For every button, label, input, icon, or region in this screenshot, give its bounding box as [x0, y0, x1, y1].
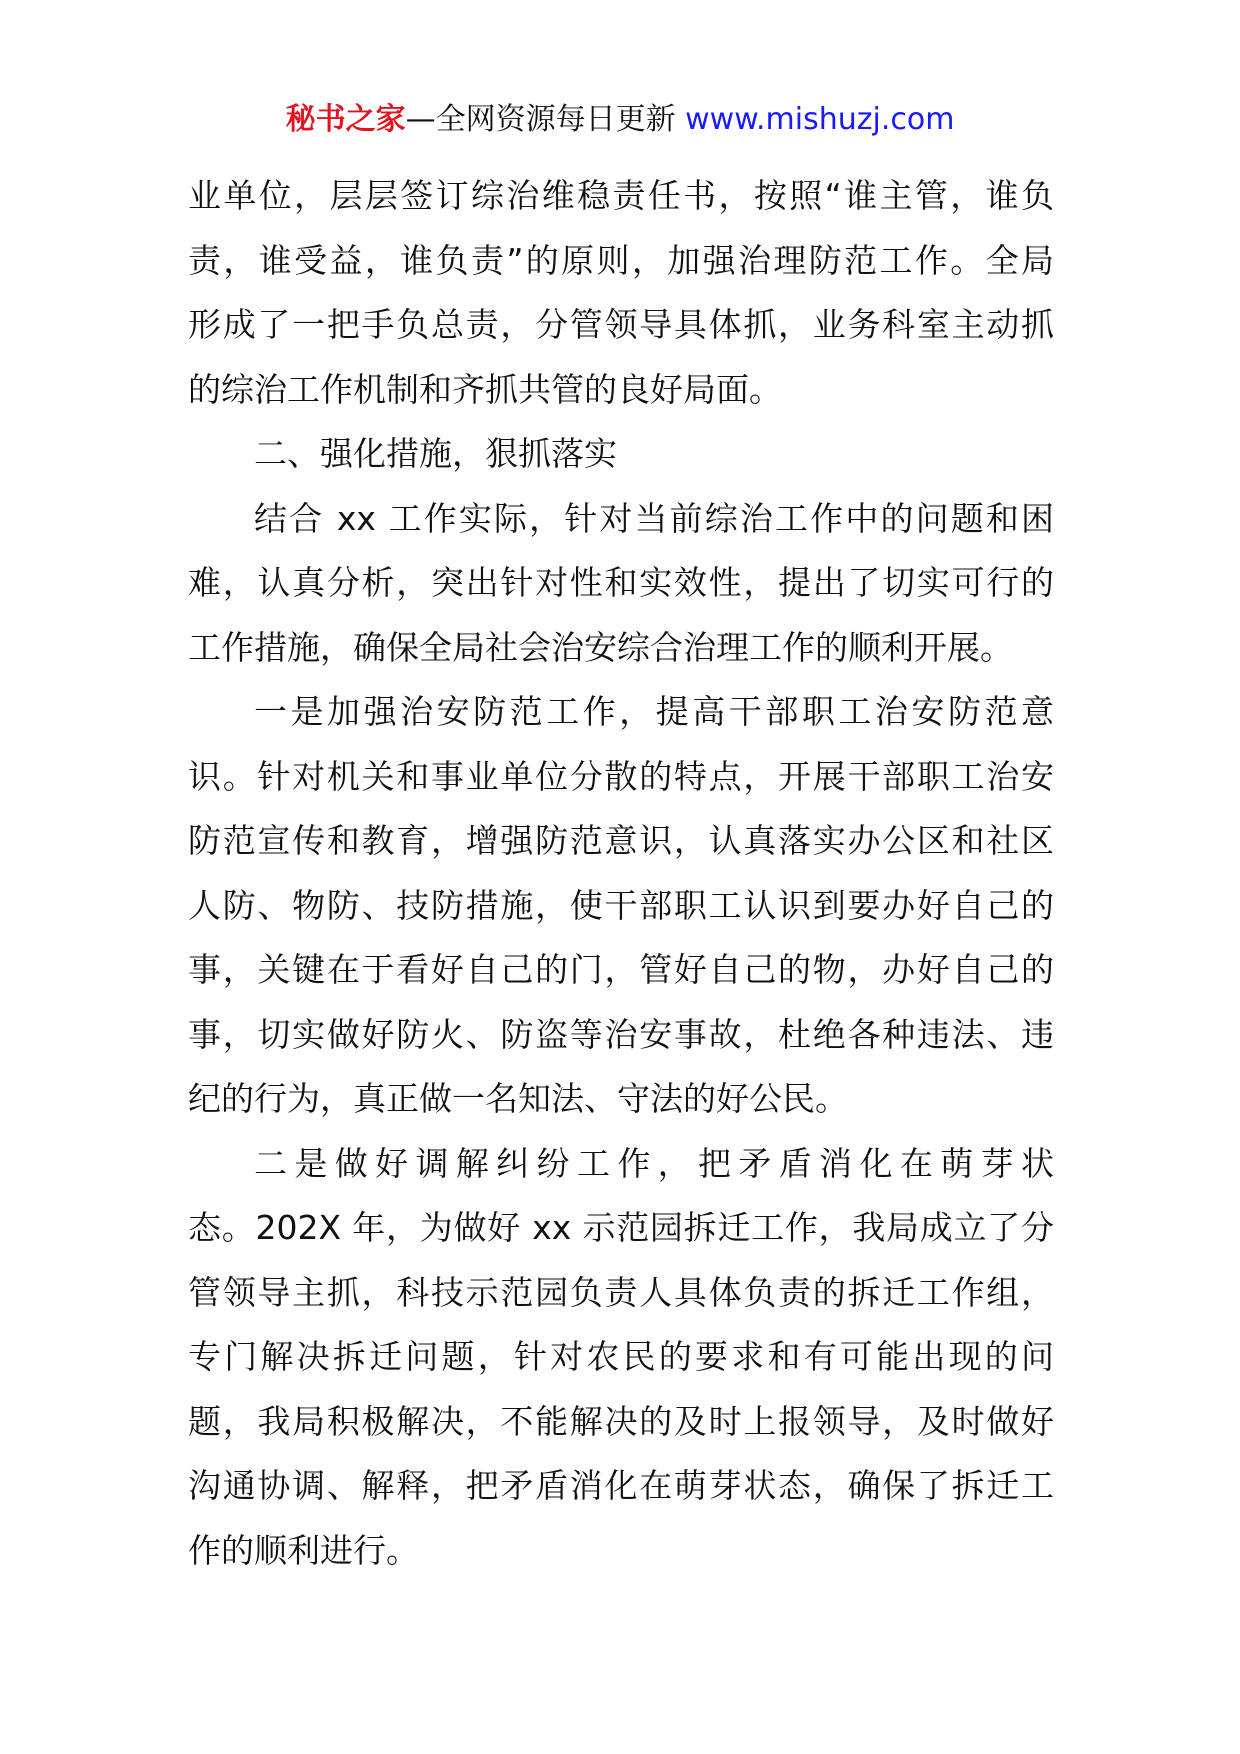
text-line: 管领导主抓，科技示范园负责人具体负责的拆迁工作组， [188, 1272, 1054, 1312]
section-heading [188, 422, 1054, 487]
text-line: 结合 xx 工作实际，针对当前综治工作中的问题和困 [254, 498, 1054, 538]
paragraph-intro [188, 487, 1054, 681]
text-line: 事，切实做好防火、防盗等治安事故，杜绝各种违法、违 [188, 1014, 1054, 1054]
text-line: 识。针对机关和事业单位分散的特点，开展干部职工治安 [188, 756, 1054, 796]
text-line: 工作措施，确保全局社会治安综合治理工作的顺利开展。 [188, 627, 1013, 667]
text-line: 防范宣传和教育，增强防范意识，认真落实办公区和社区 [188, 821, 1054, 860]
text-line: 态。202X 年，为做好 xx 示范园拆迁工作，我局成立了分 [188, 1208, 1054, 1247]
text-line: 事，关键在于看好自己的门，管好自己的物，办好自己的 [188, 950, 1054, 989]
document-body [188, 164, 1054, 1583]
text-line: 专门解决拆迁问题，针对农民的要求和有可能出现的问 [188, 1337, 1054, 1376]
text-line: 业单位，层层签订综治维稳责任书，按照“谁主管，谁负 [188, 176, 1054, 215]
heading-text: 二、强化措施，狠抓落实 [254, 434, 617, 473]
site-url-link[interactable]: www.mishuzj.com [685, 102, 955, 137]
text-line: 的综治工作机制和齐抓共管的良好局面。 [188, 369, 782, 409]
header-tagline: —全网资源每日更新 [405, 102, 676, 137]
text-line: 沟通协调、解释，把矛盾消化在萌芽状态，确保了拆迁工 [188, 1466, 1054, 1505]
text-line: 题，我局积极解决，不能解决的及时上报领导，及时做好 [188, 1401, 1054, 1441]
text-line: 难，认真分析，突出针对性和实效性，提出了切实可行的 [188, 563, 1054, 602]
text-line: 纪的行为，真正做一名知法、守法的好公民。 [188, 1079, 848, 1118]
text-line: 责，谁受益，谁负责”的原则，加强治理防范工作。全局 [188, 240, 1054, 280]
paragraph-measure-one [188, 680, 1054, 1132]
text-line: 人防、物防、技防措施，使干部职工认识到要办好自己的 [188, 885, 1054, 925]
page-header [0, 100, 1240, 140]
paragraph-continuation [188, 164, 1054, 422]
text-line: 二是做好调解纠纷工作，把矛盾消化在萌芽状 [254, 1143, 1054, 1183]
paragraph-measure-two [188, 1132, 1054, 1584]
text-line: 一是加强治安防范工作，提高干部职工治安防范意 [254, 692, 1054, 731]
text-line: 作的顺利进行。 [188, 1530, 419, 1570]
text-line: 形成了一把手负总责，分管领导具体抓，业务科室主动抓 [188, 305, 1054, 344]
brand-name: 秘书之家 [285, 102, 406, 137]
